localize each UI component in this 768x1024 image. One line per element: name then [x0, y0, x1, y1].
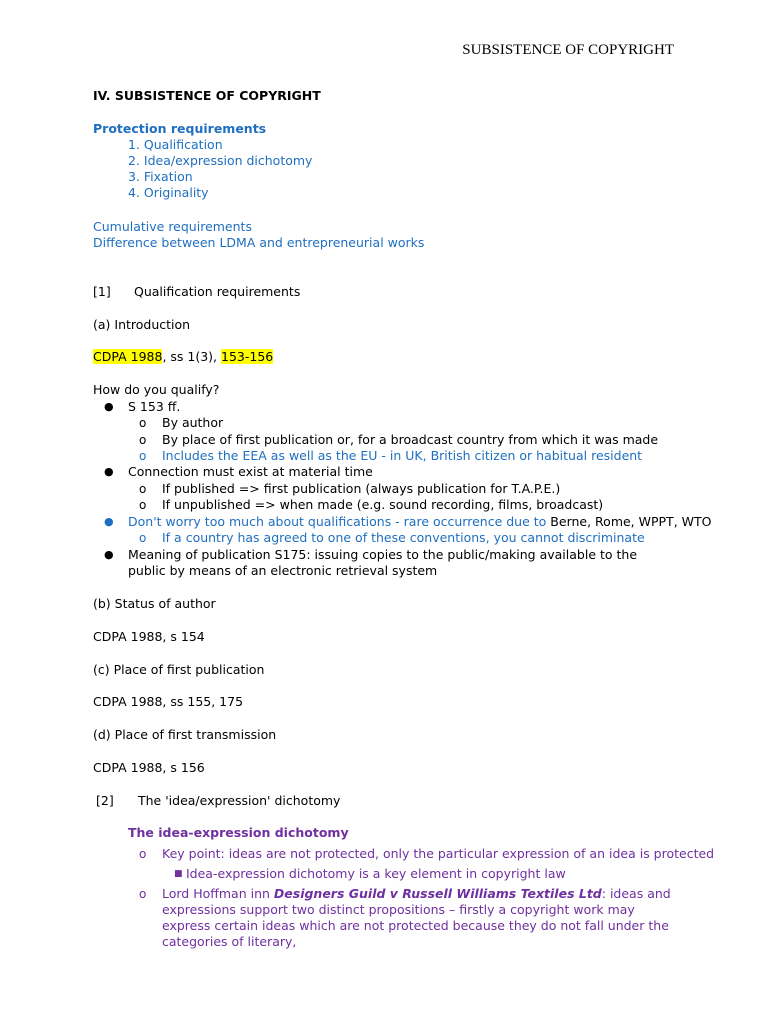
ldma-difference: Difference between LDMA and entrepreneurial works	[93, 235, 425, 250]
protection-item: 4. Originality	[128, 185, 209, 200]
list-item: Key point: ideas are not protected, only the particular expression of an idea is protected	[162, 846, 715, 861]
cumulative-requirements: Cumulative requirements	[93, 219, 252, 234]
section-number: [1]	[93, 284, 111, 299]
list-item-text: Don't worry too much about qualifications - rare occurrence due to	[128, 514, 551, 529]
highlighted-text: 153-156	[221, 349, 274, 364]
list-item: If published => first publication (always publication for T.A.P.E.)	[162, 481, 561, 496]
protection-item: 3. Fixation	[128, 169, 193, 184]
bullet-icon: ●	[104, 465, 114, 478]
question-text: How do you qualify?	[93, 382, 220, 397]
statute-reference	[93, 349, 273, 365]
circle-bullet-icon: o	[139, 531, 147, 545]
case-text: : ideas and expressions support two distinct propositions – firstly a copyright work may express certain ideas which are not protected because they do not fall under the categories of literary,	[162, 886, 671, 949]
statute-reference: CDPA 1988, ss 155, 175	[93, 694, 244, 709]
bullet-icon: ●	[104, 548, 114, 561]
circle-bullet-icon: o	[139, 449, 147, 463]
list-item	[128, 514, 711, 530]
circle-bullet-icon: o	[139, 482, 147, 496]
circle-bullet-icon: o	[139, 498, 147, 512]
conventions-text: Berne, Rome, WPPT, WTO	[550, 514, 712, 529]
protection-heading: Protection requirements	[93, 121, 267, 136]
section-number: [2]	[96, 793, 114, 808]
statute-text: , ss 1(3),	[162, 349, 221, 364]
bullet-icon: ■	[174, 869, 183, 879]
circle-bullet-icon: o	[139, 847, 147, 861]
list-item: Idea-expression dichotomy is a key element in copyright law	[186, 866, 566, 881]
list-item: By place of first publication or, for a broadcast country from which it was made	[162, 432, 659, 447]
bullet-icon: ●	[104, 400, 114, 413]
list-item	[162, 886, 674, 950]
case-name: Designers Guild v Russell Williams Textiles Ltd	[273, 886, 602, 901]
bullet-icon: ●	[104, 515, 114, 528]
list-item: By author	[162, 415, 224, 430]
page-header: SUBSISTENCE OF COPYRIGHT	[462, 42, 674, 58]
protection-item: 1. Qualification	[128, 137, 223, 152]
section-title: The 'idea/expression' dichotomy	[138, 793, 341, 808]
circle-bullet-icon: o	[139, 433, 147, 447]
purple-subheading: The idea-expression dichotomy	[128, 825, 349, 840]
list-item: If a country has agreed to one of these conventions, you cannot discriminate	[162, 530, 645, 545]
circle-bullet-icon: o	[139, 416, 147, 430]
statute-reference: CDPA 1988, s 154	[93, 629, 205, 644]
subsection-heading: (c) Place of first publication	[93, 662, 265, 677]
highlighted-text: CDPA 1988	[93, 349, 163, 364]
section-heading: IV. SUBSISTENCE OF COPYRIGHT	[93, 88, 321, 103]
section-title: Qualification requirements	[134, 284, 301, 299]
list-item: Includes the EEA as well as the EU - in UK, British citizen or habitual resident	[162, 448, 643, 463]
protection-item: 2. Idea/expression dichotomy	[128, 153, 313, 168]
statute-reference: CDPA 1988, s 156	[93, 760, 205, 775]
subsection-heading: (a) Introduction	[93, 317, 191, 332]
circle-bullet-icon: o	[139, 887, 147, 901]
subsection-heading: (d) Place of first transmission	[93, 727, 277, 742]
subsection-heading: (b) Status of author	[93, 596, 216, 611]
list-item: Meaning of publication S175: issuing copies to the public/making available to the public by means of an electronic retrieval system	[128, 547, 638, 578]
list-item: Connection must exist at material time	[128, 464, 373, 479]
case-intro: Lord Hoffman inn	[162, 886, 274, 901]
list-item: S 153 ff.	[128, 399, 181, 414]
list-item: If unpublished => when made (e.g. sound recording, films, broadcast)	[162, 497, 604, 512]
